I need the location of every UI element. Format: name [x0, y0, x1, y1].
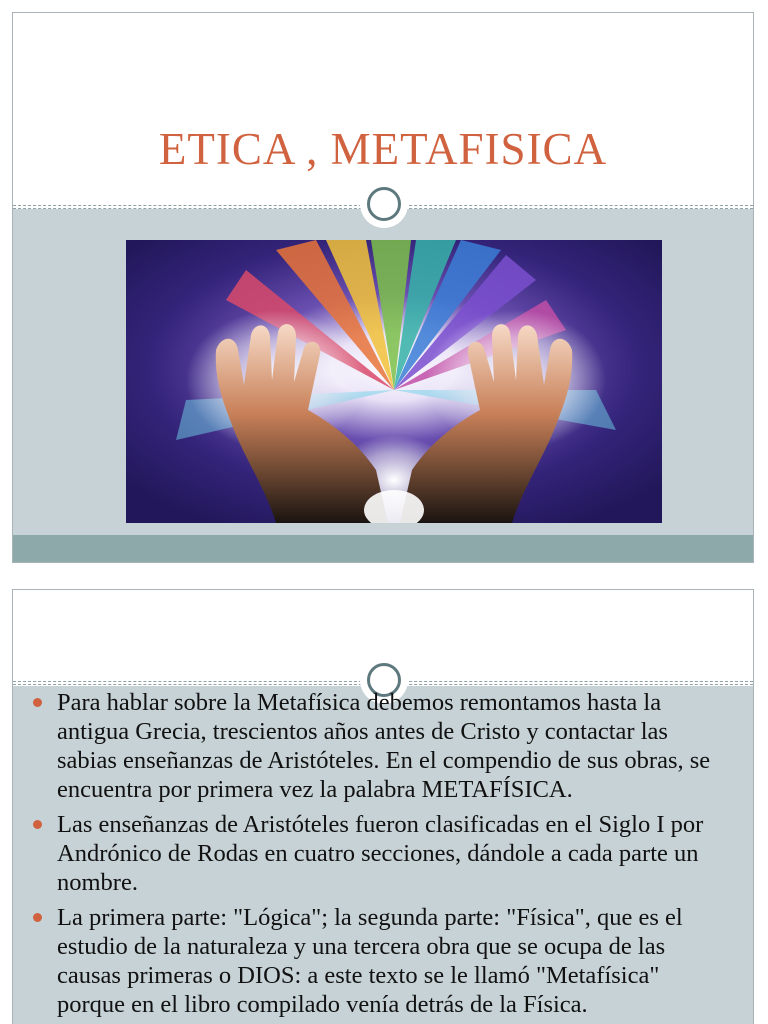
bullet-list	[13, 688, 733, 1024]
slide-title-area	[13, 13, 753, 205]
bullet-icon	[33, 913, 42, 922]
bullet-icon	[33, 698, 42, 707]
bullet-text: Las enseñanzas de Aristóteles fueron clasificadas en el Siglo I por Andrónico de Rodas en cuatro secciones, dándole a cada parte un nombre.	[57, 811, 704, 896]
list-item	[57, 903, 733, 1019]
list-item	[57, 688, 733, 804]
bullet-icon	[33, 820, 42, 829]
slide-2	[12, 589, 754, 1024]
slide-title: ETICA , METAFISICA	[158, 124, 608, 174]
ring-ornament-icon	[360, 180, 408, 228]
list-item	[57, 810, 733, 897]
bullet-text: Para hablar sobre la Metafísica debemos remontamos hasta la antigua Grecia, trescientos años antes de Cristo y contactar las sabias enseñanzas de Aristóteles. En el compendio de sus obras, se encuentra por primera vez la palabra METAFÍSICA.	[57, 689, 711, 803]
slide-1	[12, 12, 754, 563]
footer-band	[13, 535, 753, 562]
glowing-hands-icon	[126, 240, 662, 523]
bullet-text: La primera parte: "Lógica"; la segunda parte: "Física", que es el estudio de la naturaleza y una tercera obra que se ocupa de las causas primeras o DIOS: a este texto se le llamó "Metafísica" porque en el libro compilado venía detrás de la Física.	[57, 904, 683, 1018]
